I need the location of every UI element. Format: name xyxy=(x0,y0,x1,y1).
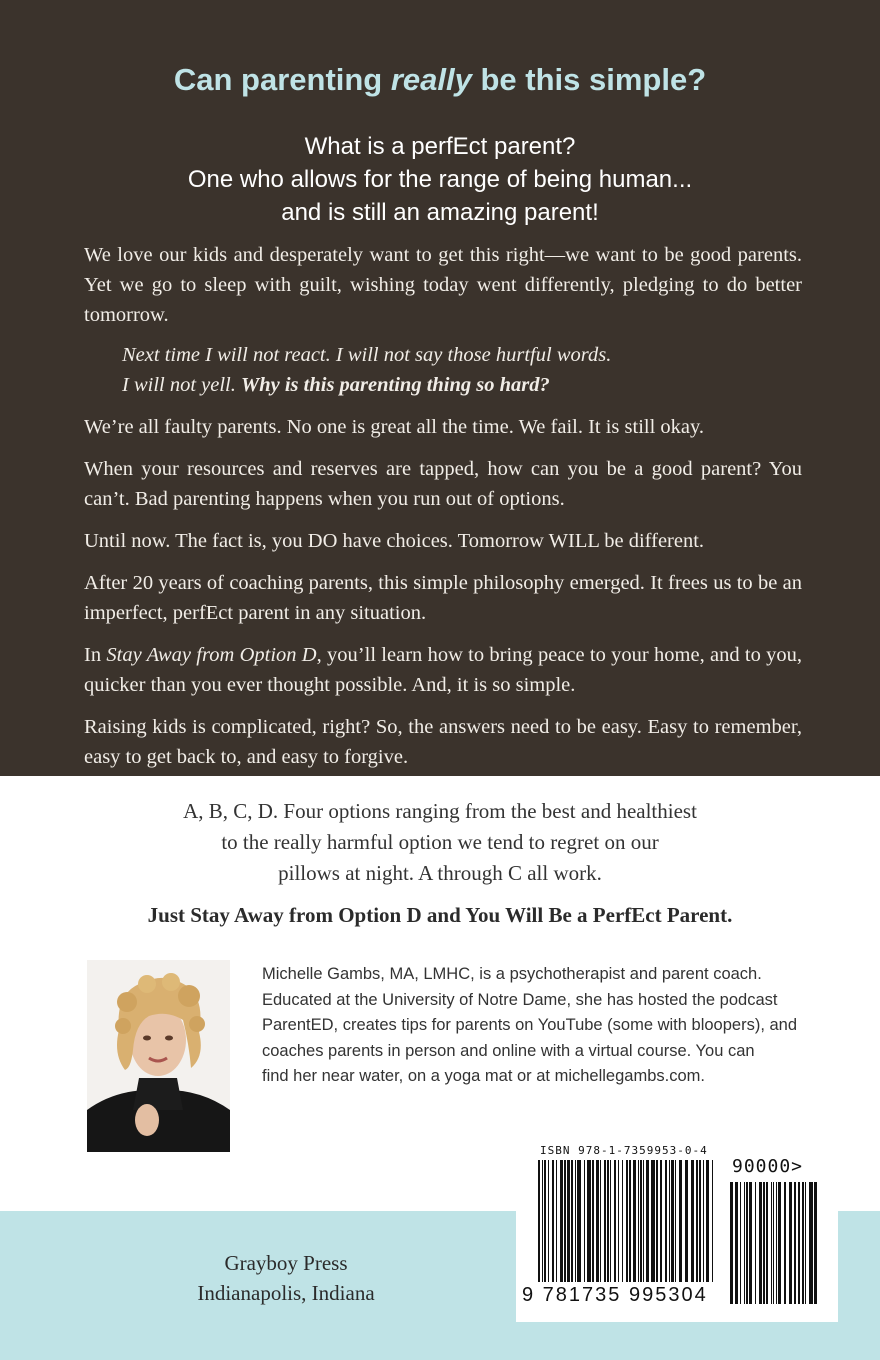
subheadline xyxy=(0,130,880,229)
options-line: to the really harmful option we tend to regret on our xyxy=(221,830,659,854)
tagline: Just Stay Away from Option D and You Will Be a PerfEct Parent. xyxy=(147,903,733,927)
bio-line: Michelle Gambs, MA, LMHC, is a psychotherapist and parent coach. xyxy=(262,965,762,983)
publisher-name: Grayboy Press xyxy=(224,1251,348,1275)
quote-line-2: I will not yell. Why is this parenting thing so hard? xyxy=(122,374,550,396)
author-portrait-graphic xyxy=(87,960,230,1152)
bio-line: ParentED, creates tips for parents on YouTube (some with bloopers), and xyxy=(262,1016,798,1034)
author-name: Michelle Gambs, MA, LMHC, xyxy=(262,965,475,983)
options-text xyxy=(0,796,880,889)
paragraph-1: We love our kids and desperately want to get this right—we want to be good parents. Yet we go to sleep with guilt, wishing today went differently, pledging to do better tomorrow. xyxy=(84,244,802,326)
bio-line: coaches parents in person and online with a virtual course. You can xyxy=(262,1041,755,1060)
paragraph-3: When your resources and reserves are tapped, how can you be a good parent? You can’t. Bad parenting happens when you run out of options. xyxy=(84,458,802,510)
publisher-info xyxy=(0,1248,572,1308)
paragraph-4: Until now. The fact is, you DO have choices. Tomorrow WILL be different. xyxy=(84,530,705,552)
subhead-line: One who allows for the range of being human... xyxy=(187,166,693,193)
paragraph-6: In Stay Away from Option D, you’ll learn how to bring peace to your home, and to you, quicker than you ever thought possible. And, it is so simple. xyxy=(84,644,803,696)
paragraph-7: Raising kids is complicated, right? So, the answers need to be easy. Easy to remember, easy to get back to, and easy to forgive. xyxy=(84,716,802,768)
subhead-line: and is still an amazing parent! xyxy=(281,199,599,226)
quote-block xyxy=(122,340,802,400)
bio-line: find her near water, on a yoga mat or at michellegambs.com. xyxy=(262,1067,705,1085)
paragraph-2: We’re all faulty parents. No one is great all the time. We fail. It is still okay. xyxy=(84,416,705,438)
headline-emphasis: really xyxy=(390,62,472,97)
quote-line-1: Next time I will not react. I will not say those hurtful words. xyxy=(122,344,612,366)
addon-price: 90000> xyxy=(732,1156,804,1177)
barcode xyxy=(516,1136,838,1322)
bio-line: Educated at the University of Notre Dame, she has hosted the podcast xyxy=(262,990,778,1009)
book-title: Stay Away from Option D xyxy=(106,644,317,666)
subhead-line: What is a perfEct parent? xyxy=(304,133,576,160)
author-photo xyxy=(87,960,230,1152)
author-bio xyxy=(262,962,842,1090)
description-body xyxy=(84,240,802,784)
paragraph-5: After 20 years of coaching parents, this simple philosophy emerged. It frees us to be an imperfect, perfEct parent in any situation. xyxy=(84,572,802,624)
isbn-label: ISBN 978-1-7359953-0-4 xyxy=(540,1144,708,1157)
ean-number: 9 781735 995304 xyxy=(522,1284,708,1306)
headline: Can parenting really be this simple? xyxy=(173,62,707,97)
options-line: A, B, C, D. Four options ranging from the best and healthiest xyxy=(183,799,697,823)
options-line: pillows at night. A through C all work. xyxy=(278,861,602,885)
publisher-location: Indianapolis, Indiana xyxy=(197,1281,375,1305)
